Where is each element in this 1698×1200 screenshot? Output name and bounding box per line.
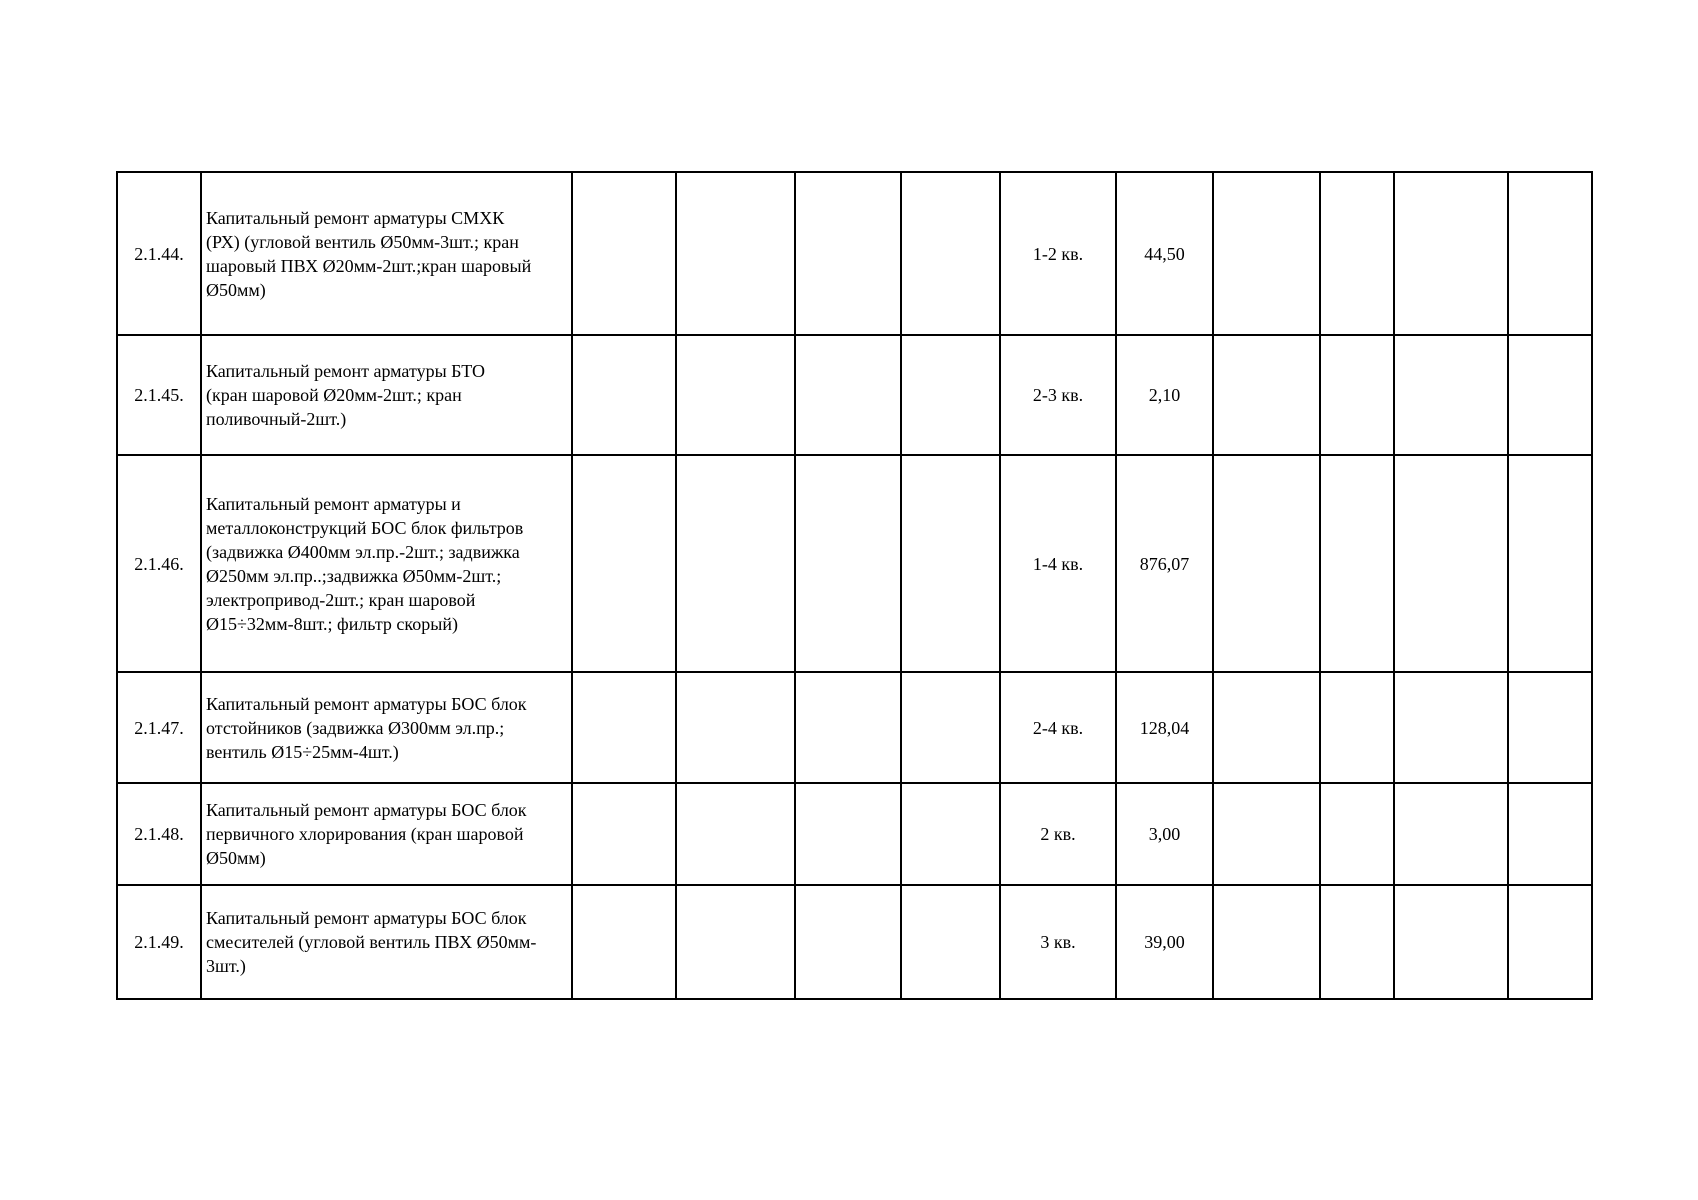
item-period: 2-3 кв. [1000,335,1116,455]
empty-cell [795,885,901,999]
table-row [117,885,1592,999]
item-number: 2.1.48. [117,783,201,885]
empty-cell [572,672,676,783]
empty-cell [1394,783,1508,885]
item-number: 2.1.46. [117,455,201,672]
empty-cell [1508,672,1592,783]
empty-cell [1394,885,1508,999]
empty-cell [795,672,901,783]
item-number: 2.1.45. [117,335,201,455]
table-row [117,672,1592,783]
item-description: Капитальный ремонт арматуры БОС блок первичного хлорирования (кран шаровой Ø50мм) [201,783,572,885]
empty-cell [795,783,901,885]
table-row [117,335,1592,455]
empty-cell [795,455,901,672]
empty-cell [795,172,901,335]
document-page [116,171,1593,1000]
table-row [117,783,1592,885]
item-description: Капитальный ремонт арматуры БОС блок отстойников (задвижка Ø300мм эл.пр.; вентиль Ø15÷25мм-4шт.) [201,672,572,783]
empty-cell [1508,172,1592,335]
item-number: 2.1.49. [117,885,201,999]
empty-cell [1320,455,1394,672]
work-plan-table [116,171,1593,1000]
item-amount: 3,00 [1116,783,1213,885]
item-period: 2-4 кв. [1000,672,1116,783]
empty-cell [1320,783,1394,885]
empty-cell [901,335,1000,455]
empty-cell [1508,783,1592,885]
empty-cell [676,172,795,335]
item-description: Капитальный ремонт арматуры БТО (кран шаровой Ø20мм-2шт.; кран поливочный-2шт.) [201,335,572,455]
empty-cell [1394,172,1508,335]
empty-cell [676,335,795,455]
empty-cell [901,885,1000,999]
empty-cell [1394,335,1508,455]
empty-cell [676,885,795,999]
empty-cell [572,172,676,335]
empty-cell [572,783,676,885]
empty-cell [1213,455,1320,672]
table-row [117,455,1592,672]
empty-cell [901,783,1000,885]
item-number: 2.1.44. [117,172,201,335]
empty-cell [1320,672,1394,783]
empty-cell [1394,455,1508,672]
item-amount: 39,00 [1116,885,1213,999]
table-row [117,172,1592,335]
empty-cell [795,335,901,455]
item-description: Капитальный ремонт арматуры БОС блок смесителей (угловой вентиль ПВХ Ø50мм- 3шт.) [201,885,572,999]
empty-cell [901,455,1000,672]
item-amount: 2,10 [1116,335,1213,455]
empty-cell [572,885,676,999]
empty-cell [1213,172,1320,335]
item-period: 1-2 кв. [1000,172,1116,335]
item-amount: 876,07 [1116,455,1213,672]
empty-cell [1320,335,1394,455]
empty-cell [901,172,1000,335]
empty-cell [1394,672,1508,783]
empty-cell [1508,455,1592,672]
empty-cell [676,455,795,672]
empty-cell [572,335,676,455]
item-amount: 44,50 [1116,172,1213,335]
item-period: 2 кв. [1000,783,1116,885]
empty-cell [676,672,795,783]
empty-cell [1320,885,1394,999]
item-period: 3 кв. [1000,885,1116,999]
item-description: Капитальный ремонт арматуры и металлоконструкций БОС блок фильтров (задвижка Ø400мм эл.пр.-2шт.; задвижка Ø250мм эл.пр..;задвижка Ø50мм-2шт.; электропривод-2шт.; кран шаровой Ø15÷32мм-8шт.; фильтр скорый) [201,455,572,672]
item-period: 1-4 кв. [1000,455,1116,672]
item-amount: 128,04 [1116,672,1213,783]
empty-cell [901,672,1000,783]
empty-cell [1508,335,1592,455]
empty-cell [1508,885,1592,999]
empty-cell [1320,172,1394,335]
item-number: 2.1.47. [117,672,201,783]
empty-cell [572,455,676,672]
empty-cell [1213,783,1320,885]
empty-cell [676,783,795,885]
item-description: Капитальный ремонт арматуры СМХК (РХ) (угловой вентиль Ø50мм-3шт.; кран шаровый ПВХ Ø20мм-2шт.;кран шаровый Ø50мм) [201,172,572,335]
empty-cell [1213,885,1320,999]
empty-cell [1213,335,1320,455]
empty-cell [1213,672,1320,783]
